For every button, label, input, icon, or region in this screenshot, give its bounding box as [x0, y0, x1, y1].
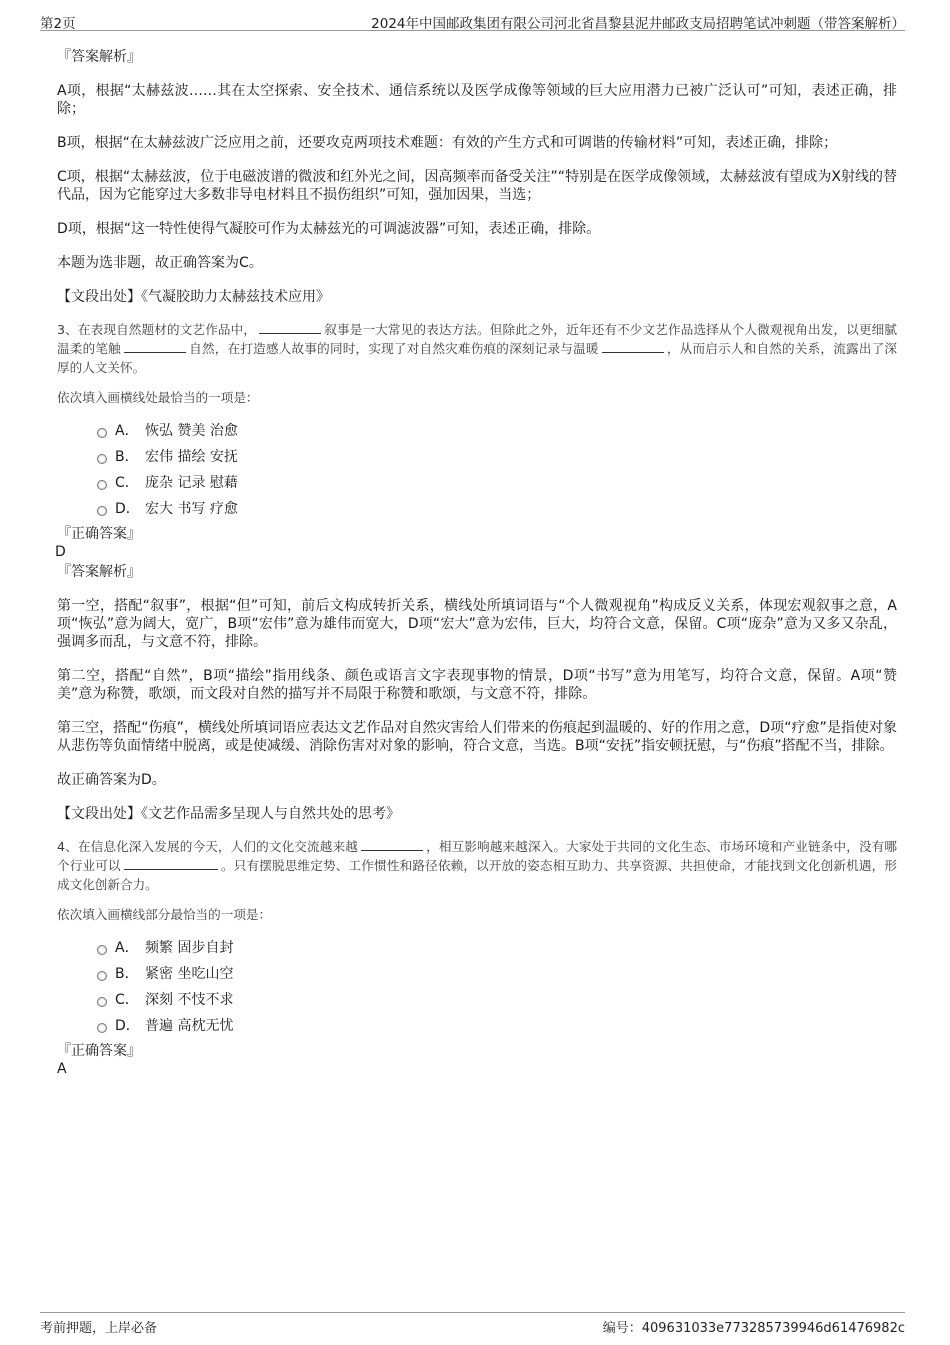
- option-a[interactable]: A． 频繁 固步自封: [57, 938, 897, 964]
- analysis-paragraph: 第一空，搭配“叙事”，根据“但”可知，前后文构成转折关系，横线处所填词语与“个人微观视角”构成反义关系，体现宏观叙事之意，A项“恢弘”意为阔大，宽广，B项“宏伟”意为雄伟而宽大，D项“宏大”意为宏伟，巨大，均符合文意，保留。C项“庞杂”意为又多又杂乱，强调多而乱，与文意不符，排除。: [57, 598, 897, 650]
- document-code: 编号：409631033e773285739946d61476982c: [602, 1321, 905, 1336]
- page-footer: [40, 1312, 905, 1337]
- page-number: 第2页: [40, 16, 76, 32]
- blank-line: [361, 838, 423, 851]
- option-b[interactable]: B． 宏伟 描绘 安抚: [57, 447, 897, 473]
- question-4-stem: 4、在信息化深入发展的今天，人们的文化交流越来越 ，相互影响越来越深入。大家处于共同的文化生态、市场环境和产业链条中，没有哪个行业可以 。只有摆脱思维定势、工作惯性和路径依赖，以开放的姿态相互助力、共享资源、共担使命，才能找到文化创新机遇，形成文化创新合力。: [57, 839, 898, 892]
- source-citation: 【文段出处】《文艺作品需多呈现人与自然共处的思考》: [57, 806, 400, 822]
- correct-answer-label: 『正确答案』: [57, 526, 141, 542]
- radio-icon[interactable]: [97, 945, 107, 955]
- question-4-options: [57, 938, 897, 1042]
- option-a[interactable]: A． 恢弘 赞美 治愈: [57, 421, 897, 447]
- question-4-instruction: 依次填入画横线部分最恰当的一项是：: [57, 907, 272, 922]
- analysis-conclusion: 故正确答案为D。: [57, 772, 166, 788]
- analysis-label: 『答案解析』: [57, 564, 141, 580]
- analysis-paragraph: 第三空，搭配“伤痕”，横线处所填词语应表达文艺作品对自然灾害给人们带来的伤痕起到温暖的、好的作用之意，D项“疗愈”是指使对象从悲伤等负面情绪中脱离，或是使减缓、消除伤害对对象的影响，符合文意，当选。B项“安抚”指安顿抚慰，与“伤痕”搭配不当，排除。: [57, 720, 897, 754]
- radio-icon[interactable]: [97, 997, 107, 1007]
- analysis-paragraph: C项，根据“太赫兹波，位于电磁波谱的微波和红外光之间，因高频率而备受关注”“特别是在医学成像领域，太赫兹波有望成为X射线的替代品，因为它能穿过大多数非导电材料且不损伤组织”可知，强加因果，当选；: [57, 169, 897, 203]
- source-citation: 【文段出处】《气凝胶助力太赫兹技术应用》: [57, 289, 330, 305]
- analysis-paragraph: 第二空，搭配“自然”，B项“描绘”指用线条、颜色或语言文字表现事物的情景，D项“书写”意为用笔写，均符合文意，保留。A项“赞美”意为称赞，歌颂，而文段对自然的描写并不局限于称赞和歌颂，与文意不符，排除。: [57, 668, 897, 702]
- question-3-stem: 3、在表现自然题材的文艺作品中， 叙事是一大常见的表达方法。但除此之外，近年还有不少文艺作品选择从个人微观视角出发，以更细腻温柔的笔触 自然，在打造感人故事的同时，实现了对自然灾难伤痕的深刻记录与温暖 ，从而启示人和自然的关系，流露出了深厚的人文关怀。: [57, 322, 898, 375]
- footer-slogan: 考前押题，上岸必备: [40, 1321, 158, 1336]
- analysis-paragraph: D项，根据“这一特性使得气凝胶可作为太赫兹光的可调滤波器”可知，表述正确，排除。: [57, 221, 601, 237]
- radio-icon[interactable]: [97, 506, 107, 516]
- question-3-instruction: 依次填入画横线处最恰当的一项是：: [57, 390, 259, 405]
- blank-line: [124, 857, 218, 870]
- radio-icon[interactable]: [97, 428, 107, 438]
- option-b[interactable]: B． 紧密 坐吃山空: [57, 964, 897, 990]
- blank-line: [259, 321, 321, 334]
- radio-icon[interactable]: [97, 454, 107, 464]
- document-title: 2024年中国邮政集团有限公司河北省昌黎县泥井邮政支局招聘笔试冲刺题（带答案解析）: [371, 16, 905, 32]
- option-d[interactable]: D． 宏大 书写 疗愈: [57, 499, 897, 525]
- analysis-label: 『答案解析』: [57, 49, 141, 65]
- page-header: [40, 8, 905, 31]
- option-c[interactable]: C． 深刻 不忮不求: [57, 990, 897, 1016]
- blank-line: [602, 340, 664, 353]
- document-body: [57, 46, 897, 1078]
- correct-answer: D: [55, 544, 66, 560]
- radio-icon[interactable]: [97, 971, 107, 981]
- blank-line: [124, 340, 186, 353]
- analysis-paragraph: A项，根据“太赫兹波……其在太空探索、安全技术、通信系统以及医学成像等领域的巨大应用潜力已被广泛认可”可知，表述正确，排除；: [57, 83, 897, 117]
- analysis-paragraph: B项，根据“在太赫兹波广泛应用之前，还要攻克两项技术难题：有效的产生方式和可调谐的传输材料”可知，表述正确，排除；: [57, 135, 838, 151]
- radio-icon[interactable]: [97, 480, 107, 490]
- option-c[interactable]: C． 庞杂 记录 慰藉: [57, 473, 897, 499]
- analysis-conclusion: 本题为选非题，故正确答案为C。: [57, 255, 263, 271]
- question-3-options: [57, 421, 897, 525]
- radio-icon[interactable]: [97, 1023, 107, 1033]
- correct-answer-label: 『正确答案』: [57, 1043, 141, 1059]
- option-d[interactable]: D． 普遍 高枕无忧: [57, 1016, 897, 1042]
- correct-answer: A: [57, 1061, 67, 1077]
